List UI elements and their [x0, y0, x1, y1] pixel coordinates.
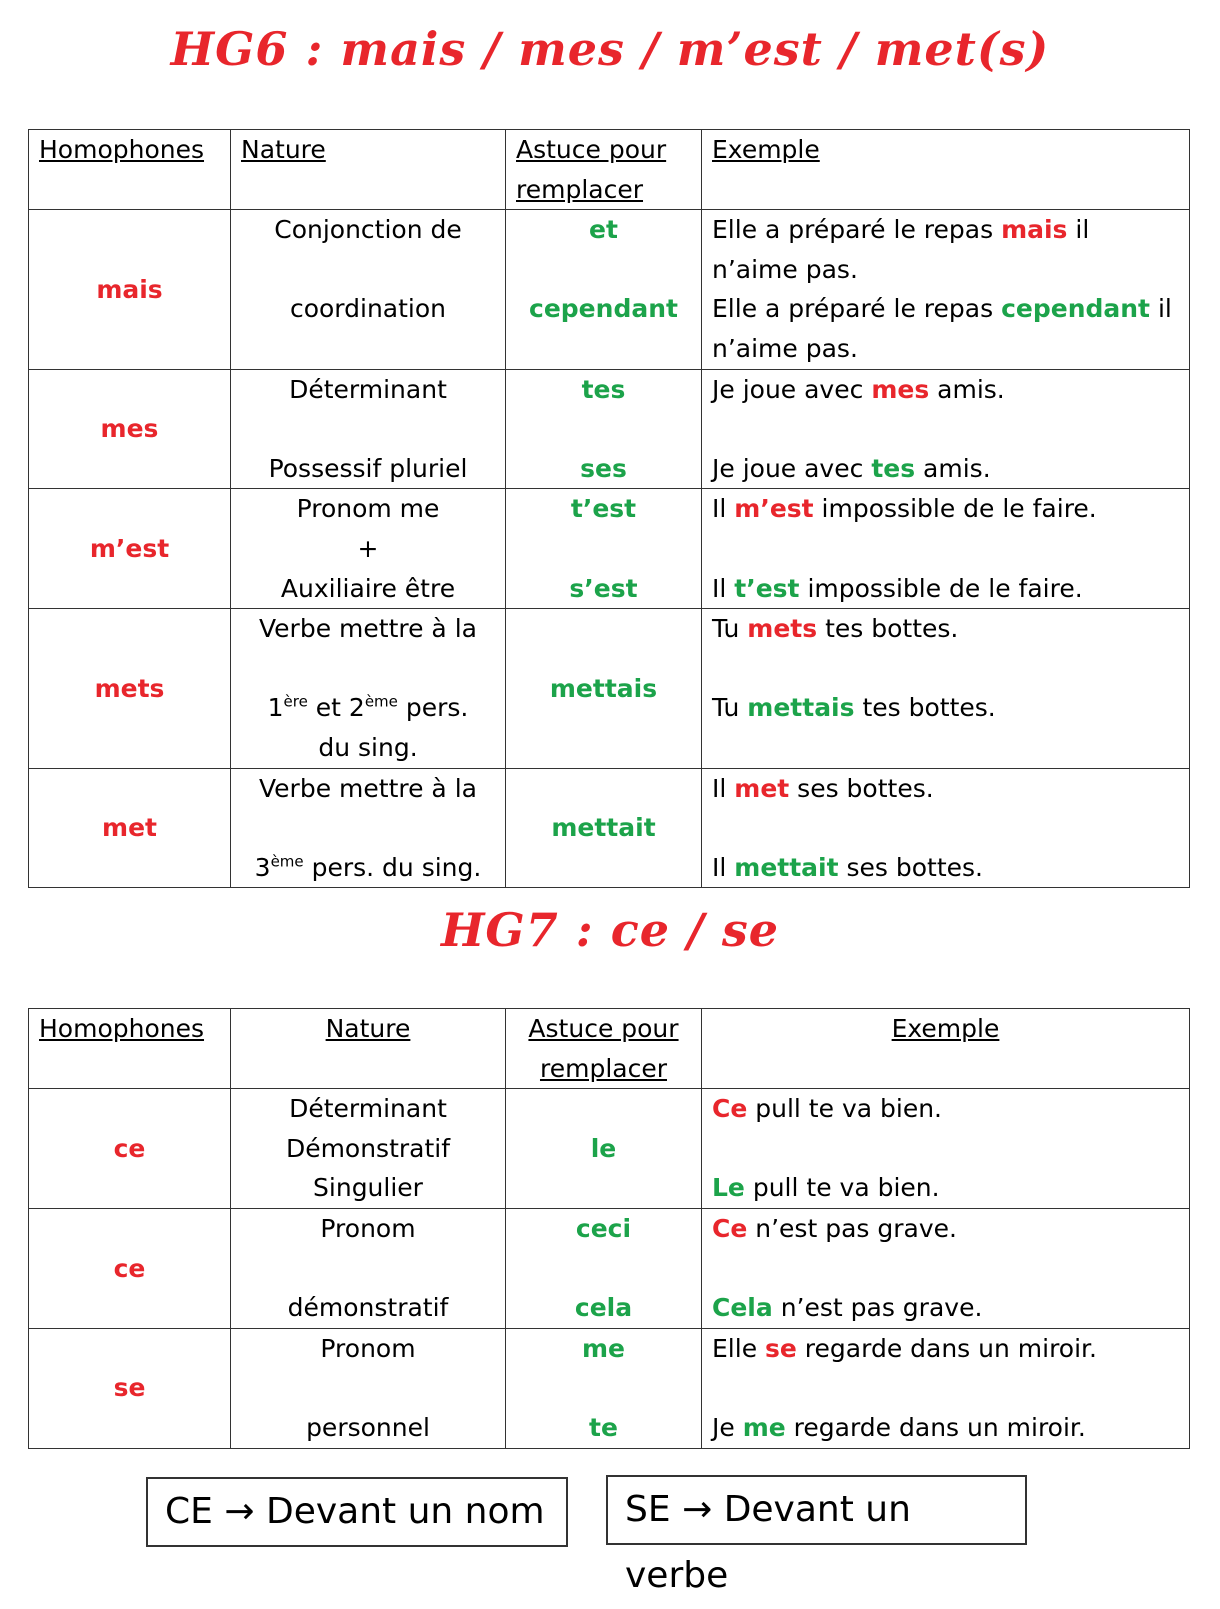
- header-exemple: Exemple: [702, 1009, 1190, 1089]
- nature-cell: Pronom me + Auxiliaire être: [231, 489, 506, 609]
- example-cell: Ce n’est pas grave. Cela n’est pas grave.: [702, 1208, 1190, 1328]
- rule-ce-box: [146, 1477, 568, 1547]
- nature-cell: Pronom personnel: [231, 1328, 506, 1448]
- nature-cell: Verbe mettre à la 3ème pers. du sing.: [231, 768, 506, 888]
- astuce-cell: mettais: [506, 609, 702, 768]
- hg6-title: HG6 : mais / mes / m’est / met(s): [170, 22, 1050, 76]
- header-astuce: Astuce pour remplacer: [506, 1009, 702, 1089]
- rule-se-box: [606, 1475, 1027, 1596]
- table-row: [29, 369, 1190, 489]
- table-row: [29, 609, 1190, 768]
- astuce-cell: me te: [506, 1328, 702, 1448]
- example-cell: Ce pull te va bien. Le pull te va bien.: [702, 1089, 1190, 1209]
- nature-cell: Conjonction de coordination: [231, 210, 506, 369]
- table-row: [29, 1089, 1190, 1209]
- homophone-mest: m’est: [29, 489, 231, 609]
- arrow-right-icon: →: [682, 1489, 713, 1530]
- example-cell: Il met ses bottes. Il mettait ses bottes.: [702, 768, 1190, 888]
- homophone-ce: ce: [29, 1208, 231, 1328]
- rule-ce-label: CE: [165, 1491, 213, 1532]
- rule-ce-text: Devant un nom: [265, 1491, 545, 1532]
- example-cell: Tu mets tes bottes. Tu mettais tes bottes.: [702, 609, 1190, 768]
- header-homophones: Homophones: [29, 1009, 231, 1089]
- header-nature: Nature: [231, 1009, 506, 1089]
- example-cell: Elle a préparé le repas mais il n’aime pas. Elle a préparé le repas cependant il n’aime pas.: [702, 210, 1190, 369]
- rule-se-label: SE: [625, 1489, 671, 1530]
- hg6-table: [28, 129, 1190, 888]
- header-row: [29, 1009, 1190, 1089]
- nature-cell: Pronom démonstratif: [231, 1208, 506, 1328]
- table-row: [29, 489, 1190, 609]
- nature-cell: Déterminant Possessif pluriel: [231, 369, 506, 489]
- header-row: [29, 130, 1190, 210]
- nature-cell: Déterminant Démonstratif Singulier: [231, 1089, 506, 1209]
- homophone-se: se: [29, 1328, 231, 1448]
- example-cell: Elle se regarde dans un miroir. Je me regarde dans un miroir.: [702, 1328, 1190, 1448]
- table-row: [29, 768, 1190, 888]
- table-row: [29, 210, 1190, 369]
- astuce-cell: et cependant: [506, 210, 702, 369]
- astuce-cell: t’est s’est: [506, 489, 702, 609]
- table-row: [29, 1328, 1190, 1448]
- homophone-mets: mets: [29, 609, 231, 768]
- astuce-cell: ceci cela: [506, 1208, 702, 1328]
- astuce-cell: tes ses: [506, 369, 702, 489]
- homophone-ce: ce: [29, 1089, 231, 1209]
- header-homophones: Homophones: [29, 130, 231, 210]
- hg7-title: HG7 : ce / se: [440, 903, 780, 957]
- table-row: [29, 1208, 1190, 1328]
- astuce-cell: mettait: [506, 768, 702, 888]
- header-nature: Nature: [231, 130, 506, 210]
- example-cell: Il m’est impossible de le faire. Il t’est impossible de le faire.: [702, 489, 1190, 609]
- astuce-cell: le: [506, 1089, 702, 1209]
- rule-se-text: Devant un verbe: [625, 1489, 911, 1596]
- homophone-mes: mes: [29, 369, 231, 489]
- homophone-mais: mais: [29, 210, 231, 369]
- hg7-table: [28, 1008, 1190, 1449]
- nature-cell: Verbe mettre à la 1ère et 2ème pers. du sing.: [231, 609, 506, 768]
- arrow-right-icon: →: [224, 1491, 255, 1532]
- header-astuce: Astuce pour remplacer: [506, 130, 702, 210]
- header-exemple: Exemple: [702, 130, 1190, 210]
- example-cell: Je joue avec mes amis. Je joue avec tes amis.: [702, 369, 1190, 489]
- homophone-met: met: [29, 768, 231, 888]
